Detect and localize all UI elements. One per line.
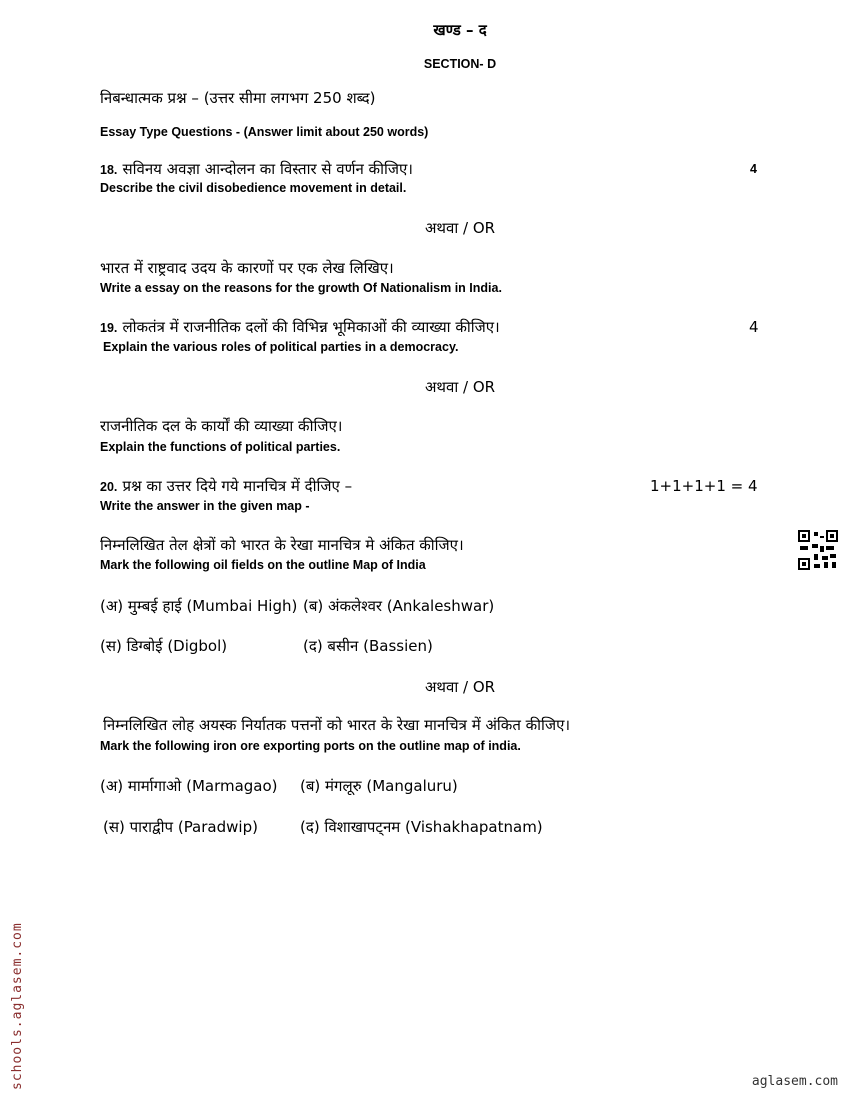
- oil-field-item: (द) बसीन (Bassien): [303, 637, 433, 655]
- iron-ports-instruction-english: Mark the following iron ore exporting ports on the outline map of india.: [100, 739, 521, 753]
- oil-field-item: (स) डिग्बोई (Digbol): [100, 637, 228, 655]
- question-text-hindi: सविनय अवज्ञा आन्दोलन का विस्तार से वर्णन कीजिए।: [122, 160, 413, 178]
- iron-ports-instruction-hindi: निम्नलिखित लोह अयस्क निर्यातक पत्तनों को भारत के रेखा मानचित्र में अंकित कीजिए।: [103, 716, 571, 734]
- instruction-hindi: निबन्धात्मक प्रश्न – (उत्तर सीमा लगभग 250 शब्द): [100, 89, 376, 107]
- question-number: 20.: [100, 480, 118, 494]
- iron-port-item: (अ) मार्मागाओ (Marmagao): [100, 777, 278, 795]
- question-19-alt-hindi: राजनीतिक दल के कार्यों की व्याख्या कीजिए।: [100, 417, 343, 435]
- instruction-english: Essay Type Questions - (Answer limit about 250 words): [100, 125, 429, 139]
- question-18: [100, 159, 413, 179]
- iron-port-item: (द) विशाखापट्नम (Vishakhapatnam): [300, 818, 543, 836]
- or-separator: अथवा / OR: [424, 219, 496, 237]
- or-separator: अथवा / OR: [424, 378, 496, 396]
- question-19: [100, 317, 500, 337]
- section-title-hindi: खण्ड – द: [433, 21, 487, 39]
- section-title-english: SECTION- D: [423, 57, 497, 71]
- question-18-alt-english: Write a essay on the reasons for the growth Of Nationalism in India.: [100, 281, 502, 295]
- question-19-marks: 4: [749, 318, 759, 336]
- side-watermark: schools.aglasem.com: [10, 922, 25, 1090]
- iron-port-item: (ब) मंगलूरु (Mangaluru): [300, 777, 458, 795]
- question-18-alt-hindi: भारत में राष्ट्रवाद उदय के कारणों पर एक लेख लिखिए।: [100, 259, 394, 277]
- question-18-marks: 4: [750, 162, 757, 176]
- oil-fields-instruction-hindi: निम्नलिखित तेल क्षेत्रों को भारत के रेखा मानचित्र मे अंकित कीजिए।: [100, 536, 464, 554]
- qr-code-icon: [798, 530, 838, 570]
- bottom-watermark: aglasem.com: [751, 1074, 838, 1089]
- question-number: 19.: [100, 321, 118, 335]
- iron-port-item: (स) पाराद्वीप (Paradwip): [103, 818, 258, 836]
- question-19-english: Explain the various roles of political parties in a democracy.: [103, 340, 459, 354]
- question-text-hindi: प्रश्न का उत्तर दिये गये मानचित्र में दीजिए –: [122, 477, 353, 495]
- or-separator: अथवा / OR: [424, 678, 496, 696]
- oil-fields-instruction-english: Mark the following oil fields on the outline Map of India: [100, 558, 426, 572]
- question-20-marks: 1+1+1+1 = 4: [650, 477, 758, 495]
- question-text-hindi: लोकतंत्र में राजनीतिक दलों की विभिन्न भूमिकाओं की व्याख्या कीजिए।: [122, 318, 500, 336]
- question-number: 18.: [100, 163, 118, 177]
- question-20-english: Write the answer in the given map -: [100, 499, 310, 513]
- question-20: [100, 476, 352, 496]
- oil-field-item: (अ) मुम्बई हाई (Mumbai High): [100, 597, 298, 615]
- question-18-english: Describe the civil disobedience movement in detail.: [100, 181, 407, 195]
- oil-field-item: (ब) अंकलेश्वर (Ankaleshwar): [303, 597, 495, 615]
- question-19-alt-english: Explain the functions of political parties.: [100, 440, 341, 454]
